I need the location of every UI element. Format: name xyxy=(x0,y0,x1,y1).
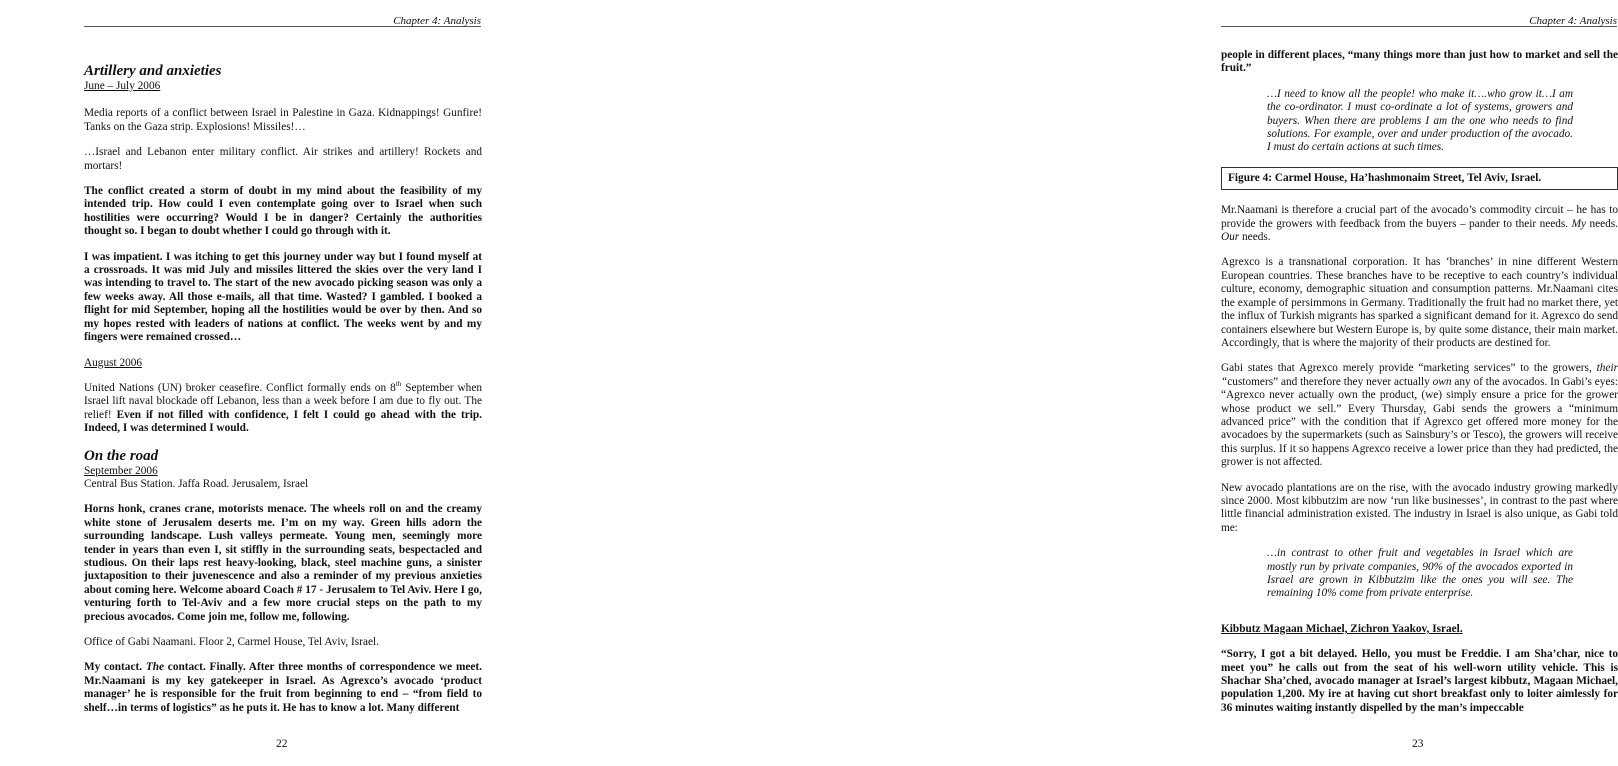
contact-text-em: The xyxy=(145,661,165,674)
marketing-em-own: own xyxy=(1432,375,1452,388)
figure-caption: Figure 4: Carmel House, Ha’hashmonaim Street, Tel Aviv, Israel. xyxy=(1221,167,1618,190)
location-bus-station: Central Bus Station. Jaffa Road. Jerusalem, Israel xyxy=(84,477,309,490)
circuit-text-a: Mr.Naamani is therefore a crucial part of the avocado’s commodity circuit – he has to provide the growers with feedback from the buyers – pander to their needs. xyxy=(1221,204,1618,230)
ceasefire-text-b: September when Israel lift naval blockade off Lebanon, less than a week before I am due to fly out. The relief! xyxy=(84,381,482,421)
heading-artillery: Artillery and anxieties xyxy=(84,63,222,79)
circuit-text-b: needs. xyxy=(1586,217,1618,230)
ceasefire-text-c: Even if not filled with confidence, I felt I could go ahead with the trip. Indeed, I was determined I would. xyxy=(84,408,482,435)
paragraph-ceasefire xyxy=(84,382,482,436)
date-june-july: June – July 2006 xyxy=(84,80,161,92)
paragraph-marketing-services xyxy=(1221,362,1618,469)
quote-coordinator: …I need to know all the people! who make it….who grow it…I am the co-ordinator. I must co-ordinate a lot of systems, growers and buyers. When there are problems I am the one who needs to find solutions. For example, over and under production of the avocado. I must do certain actions at such times. xyxy=(1267,87,1573,154)
heading-on-the-road: On the road xyxy=(84,447,159,464)
paragraph-new-plantations: New avocado plantations are on the rise, with the avocado industry growing markedly since 2000. Most kibbutzim are now ‘run like businesses’, in contrast to the past where little financial administration existed. The industry in Israel is also unique, as Gabi told me: xyxy=(1221,481,1618,534)
circuit-em-our: Our xyxy=(1221,231,1240,244)
paragraph-my-contact xyxy=(84,661,482,715)
left-page-body xyxy=(84,60,482,727)
page-number-right: 23 xyxy=(1412,738,1424,750)
paragraph-storm-of-doubt: The conflict created a storm of doubt in my mind about the feasibility of my intended trip. How could I even contemplate going over to Israel when such hostilities were occurring? Would I be in danger? Certainly the authorities thought so. I began to doubt whether I could go through with it. xyxy=(84,185,482,238)
paragraph-transnational: Agrexco is a transnational corporation. It has ‘branches’ in nine different Western European countries. These branches have to be receptive to each country’s individual culture, economy, demographic situation and consumption patterns. Mr.Naamani cites the example of persimmons in Germany. Traditionally the fruit had no market there, yet the influx of Turkish migrants has sparked a significant demand for it. Agrexco do send containers elsewhere but Western Europe is, by quite some distance, their main market. Accordingly, that is where the majority of their products are destined for. xyxy=(1221,256,1618,349)
location-office: Office of Gabi Naamani. Floor 2, Carmel House, Tel Aviv, Israel. xyxy=(84,636,379,648)
paragraph-people-places: people in different places, “many things more than just how to market and sell the fruit.” xyxy=(1221,49,1618,75)
contact-text-b: contact. Finally. After three months of correspondence we meet. Mr.Naamani is my key gatekeeper in Israel. As Agrexco’s avocado ‘product manager’ he is responsible for the fruit from beginning to end – “from field to shelf…in terms of logistics” as he puts it. He has to know a lot. Many different xyxy=(84,661,482,714)
contact-text-a: My contact. xyxy=(84,661,146,674)
paragraph-media-reports: Media reports of a conflict between Israel in Palestine in Gaza. Kidnappings! Gunfire! Tanks on the Gaza strip. Explosions! Missiles!… xyxy=(84,107,482,133)
ceasefire-sup: th xyxy=(395,380,402,389)
right-page xyxy=(567,0,1618,766)
left-page-header: Chapter 4: Analysis xyxy=(84,16,481,27)
paragraph-sorry-delayed: “Sorry, I got a bit delayed. Hello, you must be Freddie. I am Sha’char, nice to meet you” he calls out from the seat of his well-worn utility vehicle. This is Shachar Sha’ched, avocado manager at Israel’s largest kibbutz, Magaan Michael, population 1,200. My ire at having cut short breakfast only to loiter aimlessly for 36 minutes waiting instantly dispelled by the man’s impeccable xyxy=(1221,648,1618,714)
paragraph-impatient: I was impatient. I was itching to get this journey under way but I found myself at a crossroads. It was mid July and missiles littered the skies over the very land I was intending to travel to. The start of the new avocado picking season was only a few weeks away. All those e-mails, all that time. Wasted? I gambled. I booked a flight for mid September, hoping all the hostilities would be over by then. And so my hopes rested with leaders of nations at conflict. The weeks went by and my fingers were remained crossed… xyxy=(84,250,482,344)
circuit-em-my: My xyxy=(1571,217,1587,230)
marketing-em-their: their “ xyxy=(1221,362,1618,388)
paragraph-israel-lebanon: …Israel and Lebanon enter military conflict. Air strikes and artillery! Rockets and mortars! xyxy=(84,146,482,172)
right-page-body xyxy=(1221,49,1618,727)
right-page-header: Chapter 4: Analysis xyxy=(1221,16,1617,27)
ceasefire-text-a: United Nations (UN) broker ceasefire. Conflict formally ends on 8 xyxy=(84,381,396,394)
circuit-text-c: needs. xyxy=(1239,231,1271,244)
location-kibbutz: Kibbutz Magaan Michael, Zichron Yaakov, Israel. xyxy=(1221,622,1463,635)
paragraph-commodity-circuit xyxy=(1221,204,1618,244)
left-page xyxy=(0,0,567,766)
paragraph-horns-honk: Horns honk, cranes crane, motorists menace. The wheels roll on and the creamy white stone of Jerusalem deserts me. I’m on my way. Green hills adorn the surrounding landscape. Lush valleys permeate. Young men, seemingly more tender in years than even I, sit stiffly in the surrounding seats, bespectacled and studious. On their laps rest heavy-looking, black, steel machine guns, a sinister juxtaposition to their juvenescence and also a reminder of my previous anxieties about coming here. Welcome aboard Coach # 17 - Jerusalem to Tel Aviv. Here I go, venturing forth to Tel-Aviv and a few more crucial steps on the path to my precious avocados. Come join me, follow me, following. xyxy=(84,503,482,623)
date-september: September 2006 xyxy=(84,464,158,477)
date-august: August 2006 xyxy=(84,356,143,369)
marketing-text-c: any of the avocados. In Gabi’s eyes: “Agrexco never actually own the product, (we) simply ensure a price for the grower whose product we sell.” Every Thursday, Gabi sends the growers a “minimum advanced price” with the condition that if Agrexco get offered more money for the avocadoes by the supermarkets (such as Sainsbury’s or Tesco), the growers will receive this surplus. If it so happens Agrexco receive a lower price than they had predicted, the grower is not affected. xyxy=(1221,375,1618,469)
quote-kibbutzim: …in contrast to other fruit and vegetables in Israel which are mostly run by private companies, 90% of the avocados exported in Israel are grown in Kibbutzim like the ones you will see. The remaining 10% come from private enterprise. xyxy=(1267,547,1573,600)
marketing-text-a: Gabi states that Agrexco merely provide “marketing services” to the growers, xyxy=(1221,362,1597,375)
marketing-text-b: customers” and therefore they never actually xyxy=(1227,375,1433,388)
page-number-left: 22 xyxy=(276,738,288,750)
